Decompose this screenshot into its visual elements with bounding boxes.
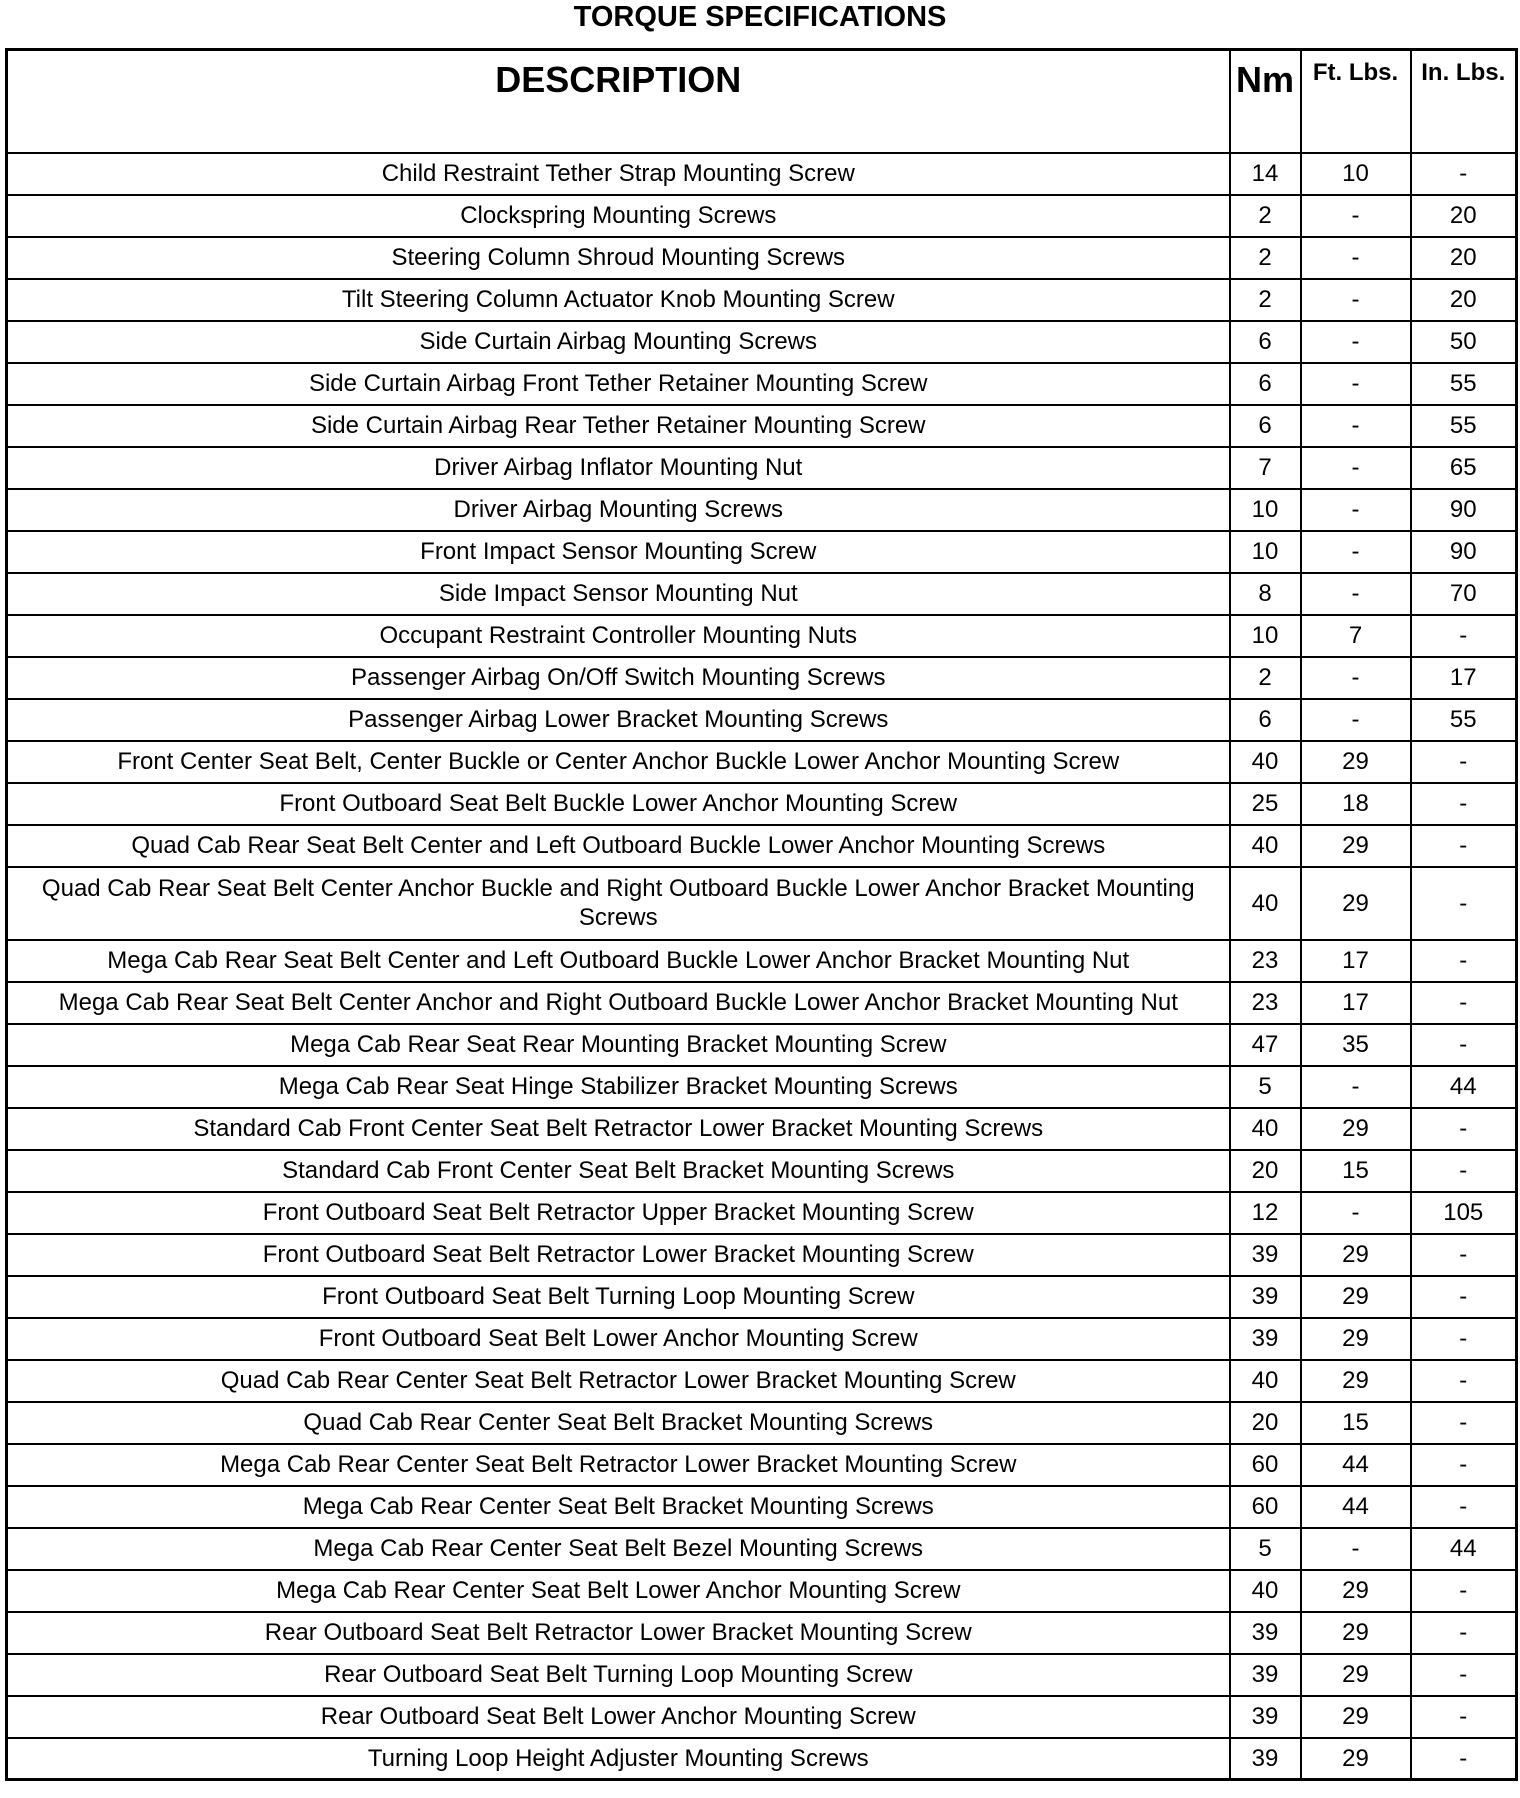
cell-nm: 39 (1230, 1654, 1301, 1696)
cell-ft-lbs: - (1301, 1192, 1411, 1234)
cell-description: Mega Cab Rear Center Seat Belt Bezel Mounting Screws (7, 1528, 1230, 1570)
cell-ft-lbs: 29 (1301, 825, 1411, 867)
table-row (7, 1444, 1517, 1486)
cell-description: Clockspring Mounting Screws (7, 195, 1230, 237)
torque-spec-table (5, 48, 1518, 1781)
cell-description: Rear Outboard Seat Belt Turning Loop Mounting Screw (7, 1654, 1230, 1696)
table-row (7, 321, 1517, 363)
cell-description: Rear Outboard Seat Belt Retractor Lower Bracket Mounting Screw (7, 1612, 1230, 1654)
cell-ft-lbs: - (1301, 1066, 1411, 1108)
cell-nm: 5 (1230, 1528, 1301, 1570)
cell-description: Mega Cab Rear Seat Belt Center and Left Outboard Buckle Lower Anchor Bracket Mounting Nut (7, 940, 1230, 982)
cell-ft-lbs: 10 (1301, 153, 1411, 195)
page-title: TORQUE SPECIFICATIONS (573, 1, 947, 33)
cell-in-lbs: 20 (1411, 279, 1517, 321)
cell-description: Front Center Seat Belt, Center Buckle or Center Anchor Buckle Lower Anchor Mounting Screw (7, 741, 1230, 783)
table-row (7, 447, 1517, 489)
cell-in-lbs: 44 (1411, 1528, 1517, 1570)
cell-nm: 60 (1230, 1486, 1301, 1528)
cell-ft-lbs: 29 (1301, 1276, 1411, 1318)
table-row (7, 1024, 1517, 1066)
cell-in-lbs: - (1411, 1444, 1517, 1486)
cell-in-lbs: - (1411, 1738, 1517, 1780)
cell-description: Mega Cab Rear Center Seat Belt Retractor Lower Bracket Mounting Screw (7, 1444, 1230, 1486)
cell-in-lbs: - (1411, 1612, 1517, 1654)
cell-description: Mega Cab Rear Seat Belt Center Anchor and Right Outboard Buckle Lower Anchor Bracket Mounting Nut (7, 982, 1230, 1024)
cell-nm: 6 (1230, 699, 1301, 741)
cell-description: Steering Column Shroud Mounting Screws (7, 237, 1230, 279)
header-in-lbs: In. Lbs. (1411, 50, 1517, 153)
cell-ft-lbs: 29 (1301, 1738, 1411, 1780)
cell-ft-lbs: 29 (1301, 1108, 1411, 1150)
cell-description: Quad Cab Rear Center Seat Belt Retractor Lower Bracket Mounting Screw (7, 1360, 1230, 1402)
cell-in-lbs: - (1411, 1654, 1517, 1696)
cell-ft-lbs: 29 (1301, 1234, 1411, 1276)
table-row (7, 1276, 1517, 1318)
cell-in-lbs: 17 (1411, 657, 1517, 699)
cell-in-lbs: - (1411, 1276, 1517, 1318)
cell-ft-lbs: 15 (1301, 1150, 1411, 1192)
cell-description: Front Outboard Seat Belt Turning Loop Mounting Screw (7, 1276, 1230, 1318)
table-row (7, 1360, 1517, 1402)
header-ft-lbs: Ft. Lbs. (1301, 50, 1411, 153)
table-row (7, 1150, 1517, 1192)
cell-ft-lbs: 29 (1301, 741, 1411, 783)
cell-ft-lbs: 29 (1301, 1696, 1411, 1738)
cell-in-lbs: - (1411, 1234, 1517, 1276)
cell-nm: 47 (1230, 1024, 1301, 1066)
table-row (7, 741, 1517, 783)
cell-ft-lbs: 44 (1301, 1444, 1411, 1486)
cell-nm: 23 (1230, 982, 1301, 1024)
cell-nm: 10 (1230, 531, 1301, 573)
cell-nm: 39 (1230, 1738, 1301, 1780)
cell-nm: 10 (1230, 615, 1301, 657)
cell-nm: 39 (1230, 1696, 1301, 1738)
cell-in-lbs: - (1411, 1402, 1517, 1444)
cell-ft-lbs: - (1301, 363, 1411, 405)
cell-ft-lbs: 29 (1301, 1654, 1411, 1696)
cell-in-lbs: - (1411, 1486, 1517, 1528)
table-row (7, 195, 1517, 237)
cell-in-lbs: - (1411, 1108, 1517, 1150)
cell-description: Rear Outboard Seat Belt Lower Anchor Mounting Screw (7, 1696, 1230, 1738)
table-body (7, 153, 1517, 1780)
table-row (7, 279, 1517, 321)
cell-in-lbs: - (1411, 982, 1517, 1024)
cell-in-lbs: - (1411, 825, 1517, 867)
cell-ft-lbs: 29 (1301, 1612, 1411, 1654)
cell-description: Mega Cab Rear Seat Rear Mounting Bracket Mounting Screw (7, 1024, 1230, 1066)
cell-nm: 2 (1230, 237, 1301, 279)
cell-description: Passenger Airbag Lower Bracket Mounting Screws (7, 699, 1230, 741)
cell-ft-lbs: 17 (1301, 982, 1411, 1024)
table-row (7, 867, 1517, 940)
cell-in-lbs: - (1411, 867, 1517, 940)
cell-in-lbs: 65 (1411, 447, 1517, 489)
cell-in-lbs: - (1411, 153, 1517, 195)
cell-nm: 14 (1230, 153, 1301, 195)
cell-nm: 60 (1230, 1444, 1301, 1486)
cell-in-lbs: 50 (1411, 321, 1517, 363)
cell-in-lbs: 90 (1411, 489, 1517, 531)
cell-ft-lbs: - (1301, 405, 1411, 447)
cell-description: Side Curtain Airbag Mounting Screws (7, 321, 1230, 363)
cell-in-lbs: 70 (1411, 573, 1517, 615)
table-row (7, 825, 1517, 867)
cell-description: Front Impact Sensor Mounting Screw (7, 531, 1230, 573)
cell-nm: 6 (1230, 363, 1301, 405)
cell-description: Front Outboard Seat Belt Retractor Lower Bracket Mounting Screw (7, 1234, 1230, 1276)
table-row (7, 489, 1517, 531)
cell-in-lbs: - (1411, 741, 1517, 783)
cell-description: Front Outboard Seat Belt Lower Anchor Mounting Screw (7, 1318, 1230, 1360)
cell-nm: 39 (1230, 1612, 1301, 1654)
cell-nm: 20 (1230, 1402, 1301, 1444)
table-row (7, 1654, 1517, 1696)
cell-nm: 40 (1230, 867, 1301, 940)
cell-description: Turning Loop Height Adjuster Mounting Screws (7, 1738, 1230, 1780)
cell-description: Quad Cab Rear Seat Belt Center Anchor Buckle and Right Outboard Buckle Lower Anchor Bracket Mounting Screws (7, 867, 1230, 940)
table-row (7, 1234, 1517, 1276)
table-row (7, 1528, 1517, 1570)
cell-description: Standard Cab Front Center Seat Belt Retractor Lower Bracket Mounting Screws (7, 1108, 1230, 1150)
cell-ft-lbs: - (1301, 699, 1411, 741)
cell-description: Tilt Steering Column Actuator Knob Mounting Screw (7, 279, 1230, 321)
table-row (7, 363, 1517, 405)
cell-in-lbs: - (1411, 1696, 1517, 1738)
cell-in-lbs: - (1411, 1360, 1517, 1402)
header-row (7, 50, 1517, 153)
table-row (7, 1066, 1517, 1108)
table-row (7, 615, 1517, 657)
table-row (7, 573, 1517, 615)
cell-nm: 40 (1230, 1570, 1301, 1612)
cell-ft-lbs: 44 (1301, 1486, 1411, 1528)
table-row (7, 1402, 1517, 1444)
cell-in-lbs: 55 (1411, 405, 1517, 447)
cell-ft-lbs: - (1301, 447, 1411, 489)
cell-ft-lbs: 29 (1301, 1360, 1411, 1402)
table-row (7, 153, 1517, 195)
cell-nm: 40 (1230, 741, 1301, 783)
cell-in-lbs: 20 (1411, 195, 1517, 237)
cell-nm: 12 (1230, 1192, 1301, 1234)
cell-description: Driver Airbag Mounting Screws (7, 489, 1230, 531)
table-row (7, 405, 1517, 447)
table-row (7, 1570, 1517, 1612)
cell-in-lbs: - (1411, 1570, 1517, 1612)
table-row (7, 531, 1517, 573)
cell-description: Occupant Restraint Controller Mounting Nuts (7, 615, 1230, 657)
cell-ft-lbs: - (1301, 237, 1411, 279)
cell-nm: 39 (1230, 1318, 1301, 1360)
cell-ft-lbs: - (1301, 657, 1411, 699)
cell-ft-lbs: - (1301, 489, 1411, 531)
cell-nm: 40 (1230, 1360, 1301, 1402)
cell-nm: 2 (1230, 195, 1301, 237)
cell-in-lbs: 20 (1411, 237, 1517, 279)
cell-ft-lbs: 29 (1301, 1570, 1411, 1612)
table-row (7, 1738, 1517, 1780)
cell-nm: 2 (1230, 657, 1301, 699)
cell-ft-lbs: - (1301, 531, 1411, 573)
cell-ft-lbs: - (1301, 195, 1411, 237)
cell-nm: 2 (1230, 279, 1301, 321)
cell-description: Front Outboard Seat Belt Buckle Lower Anchor Mounting Screw (7, 783, 1230, 825)
cell-nm: 23 (1230, 940, 1301, 982)
cell-nm: 39 (1230, 1234, 1301, 1276)
header-description: DESCRIPTION (7, 50, 1230, 153)
cell-description: Side Curtain Airbag Rear Tether Retainer Mounting Screw (7, 405, 1230, 447)
cell-nm: 6 (1230, 321, 1301, 363)
cell-description: Quad Cab Rear Seat Belt Center and Left Outboard Buckle Lower Anchor Mounting Screws (7, 825, 1230, 867)
cell-in-lbs: - (1411, 1024, 1517, 1066)
cell-ft-lbs: 17 (1301, 940, 1411, 982)
cell-description: Mega Cab Rear Seat Hinge Stabilizer Bracket Mounting Screws (7, 1066, 1230, 1108)
cell-description: Side Impact Sensor Mounting Nut (7, 573, 1230, 615)
header-nm: Nm (1230, 50, 1301, 153)
cell-nm: 20 (1230, 1150, 1301, 1192)
cell-in-lbs: 105 (1411, 1192, 1517, 1234)
table-row (7, 1108, 1517, 1150)
table-row (7, 1612, 1517, 1654)
cell-in-lbs: - (1411, 615, 1517, 657)
cell-description: Mega Cab Rear Center Seat Belt Bracket Mounting Screws (7, 1486, 1230, 1528)
table-row (7, 982, 1517, 1024)
cell-in-lbs: - (1411, 940, 1517, 982)
cell-description: Passenger Airbag On/Off Switch Mounting Screws (7, 657, 1230, 699)
cell-ft-lbs: 7 (1301, 615, 1411, 657)
cell-nm: 6 (1230, 405, 1301, 447)
cell-description: Standard Cab Front Center Seat Belt Bracket Mounting Screws (7, 1150, 1230, 1192)
cell-description: Child Restraint Tether Strap Mounting Screw (7, 153, 1230, 195)
cell-nm: 40 (1230, 1108, 1301, 1150)
cell-ft-lbs: 29 (1301, 1318, 1411, 1360)
cell-description: Quad Cab Rear Center Seat Belt Bracket Mounting Screws (7, 1402, 1230, 1444)
cell-nm: 5 (1230, 1066, 1301, 1108)
cell-in-lbs: 44 (1411, 1066, 1517, 1108)
cell-description: Mega Cab Rear Center Seat Belt Lower Anchor Mounting Screw (7, 1570, 1230, 1612)
cell-description: Front Outboard Seat Belt Retractor Upper Bracket Mounting Screw (7, 1192, 1230, 1234)
table-row (7, 237, 1517, 279)
cell-ft-lbs: 35 (1301, 1024, 1411, 1066)
cell-description: Side Curtain Airbag Front Tether Retainer Mounting Screw (7, 363, 1230, 405)
cell-ft-lbs: - (1301, 321, 1411, 363)
cell-ft-lbs: 15 (1301, 1402, 1411, 1444)
cell-ft-lbs: 18 (1301, 783, 1411, 825)
table-row (7, 1696, 1517, 1738)
cell-nm: 39 (1230, 1276, 1301, 1318)
table-row (7, 657, 1517, 699)
cell-nm: 7 (1230, 447, 1301, 489)
cell-in-lbs: 55 (1411, 363, 1517, 405)
cell-in-lbs: 90 (1411, 531, 1517, 573)
cell-description: Driver Airbag Inflator Mounting Nut (7, 447, 1230, 489)
table-row (7, 1192, 1517, 1234)
cell-ft-lbs: 29 (1301, 867, 1411, 940)
cell-in-lbs: - (1411, 1150, 1517, 1192)
cell-ft-lbs: - (1301, 573, 1411, 615)
cell-in-lbs: - (1411, 783, 1517, 825)
table-row (7, 940, 1517, 982)
cell-nm: 40 (1230, 825, 1301, 867)
table-row (7, 699, 1517, 741)
cell-nm: 25 (1230, 783, 1301, 825)
table-row (7, 783, 1517, 825)
cell-in-lbs: - (1411, 1318, 1517, 1360)
cell-nm: 8 (1230, 573, 1301, 615)
table-row (7, 1486, 1517, 1528)
cell-nm: 10 (1230, 489, 1301, 531)
cell-ft-lbs: - (1301, 279, 1411, 321)
table-row (7, 1318, 1517, 1360)
cell-in-lbs: 55 (1411, 699, 1517, 741)
cell-ft-lbs: - (1301, 1528, 1411, 1570)
